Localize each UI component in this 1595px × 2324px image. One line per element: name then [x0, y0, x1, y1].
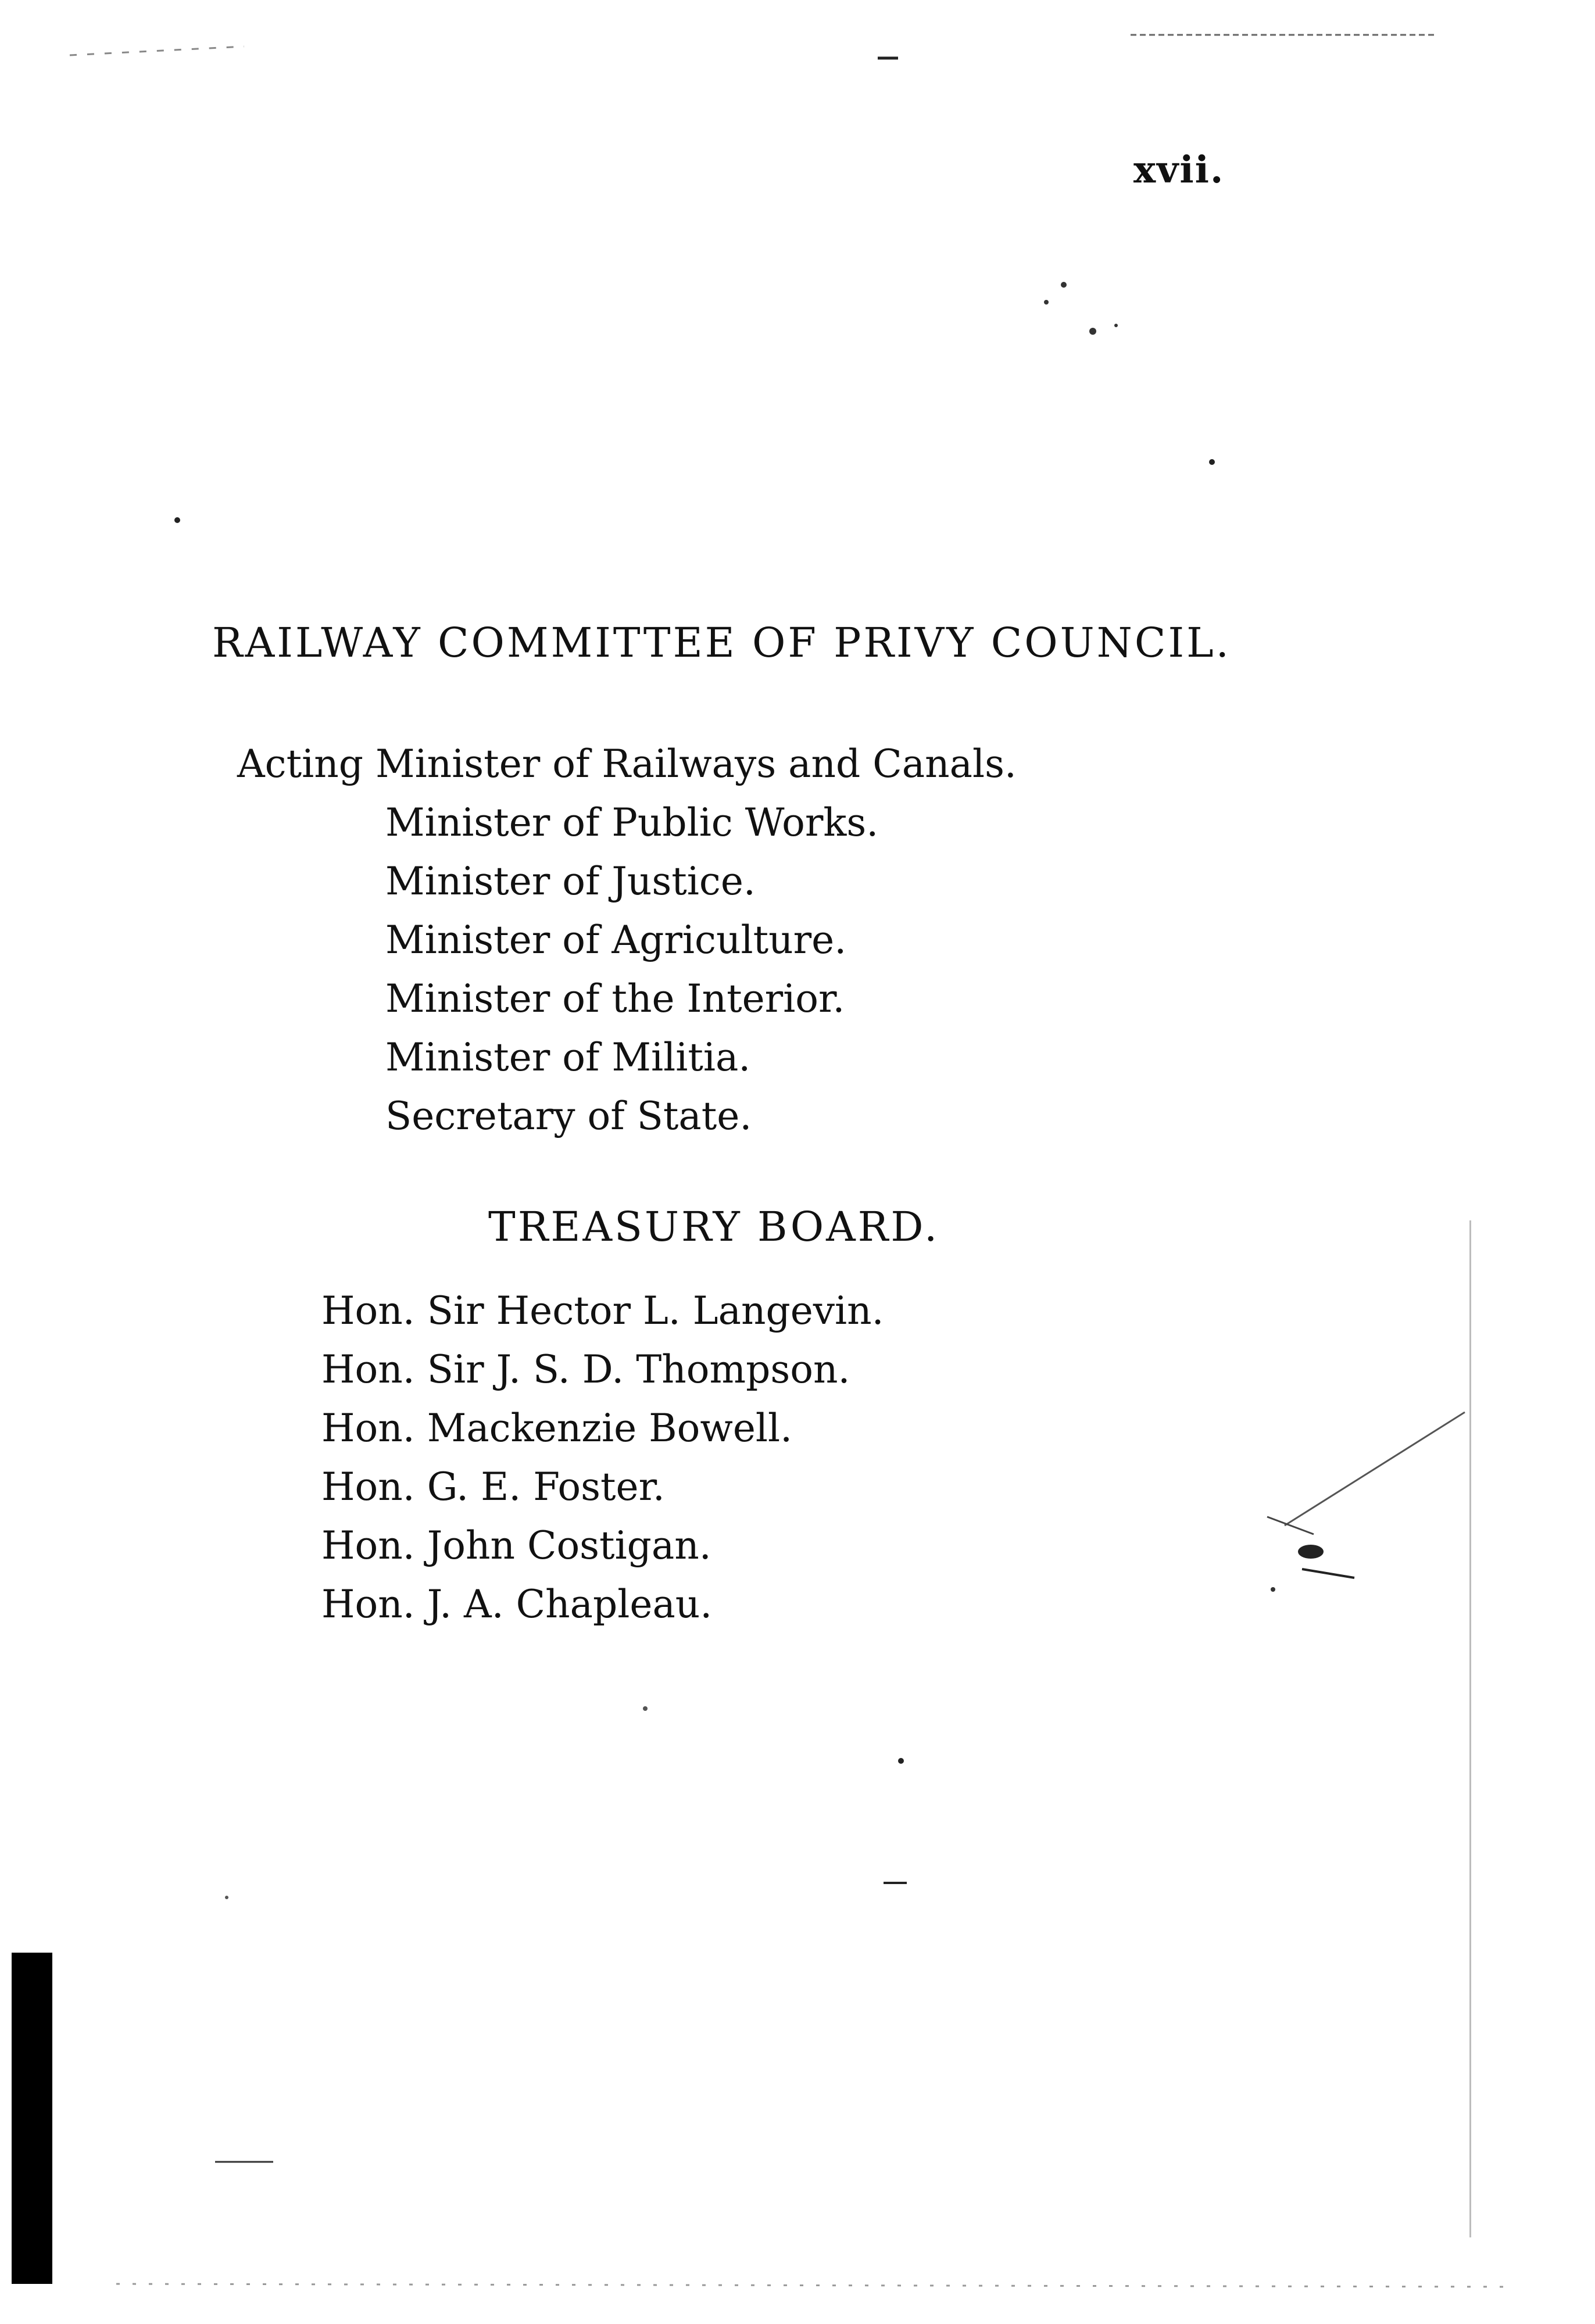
- list-item: Minister of Militia.: [385, 1035, 751, 1080]
- list-item: Minister of the Interior.: [385, 976, 845, 1021]
- list-item: Acting Minister of Railways and Canals.: [237, 742, 1017, 786]
- list-item: Minister of Public Works.: [385, 800, 879, 845]
- railway-committee-members: [237, 735, 1017, 1145]
- list-item: Hon. Sir J. S. D. Thompson.: [321, 1347, 850, 1392]
- treasury-board-heading: TREASURY BOARD.: [488, 1203, 940, 1251]
- treasury-board-members: [321, 1281, 884, 1634]
- list-item: Minister of Justice.: [385, 859, 756, 904]
- scan-binding-edge: [12, 1953, 52, 2284]
- list-item: Minister of Agriculture.: [385, 918, 847, 962]
- scan-page-edge: [1469, 1220, 1471, 2237]
- list-item: Secretary of State.: [385, 1094, 752, 1138]
- railway-committee-heading: RAILWAY COMMITTEE OF PRIVY COUNCIL.: [212, 619, 1231, 667]
- list-item: Hon. Sir Hector L. Langevin.: [321, 1288, 884, 1333]
- list-item: Hon. J. A. Chapleau.: [321, 1582, 713, 1627]
- list-item: Hon. Mackenzie Bowell.: [321, 1406, 793, 1451]
- list-item: Hon. G. E. Foster.: [321, 1464, 665, 1509]
- list-item: Hon. John Costigan.: [321, 1523, 711, 1568]
- page-number: xvii.: [1133, 148, 1225, 192]
